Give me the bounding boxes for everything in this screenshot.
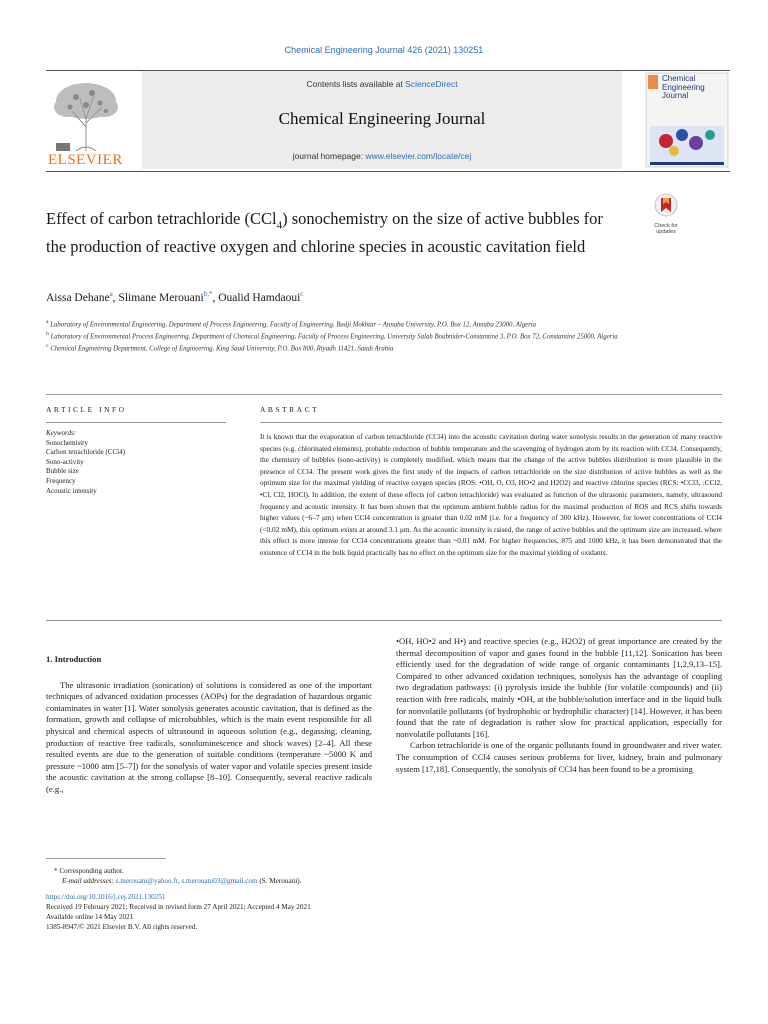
affiliation-text: Laboratory of Environmental Engineering, Department of Process Engineering, Faculty of Engineering, Badji Mokhtar – Annaba University, P.O. Box 12, Annaba 23000, Algeria <box>50 321 537 329</box>
intro-left-column <box>46 654 372 796</box>
author-name: Oualid Hamdaoui <box>218 291 301 304</box>
abstract-text: It is known that the evaporation of carbon tetrachloride (CCl4) into the acoustic cavitation during water sonolysis results in the generation of many reactive species (e.g. chlorinated elements), probable reduction of bubble temperature and the scavenging of hydrogen atom by its reaction with CCl4. Consequently, the chemistry of bubbles (sono-activity) is completely modified, which means that the change of the active bubbles distribution is more plausible in the presence of CCl4. The present work gives the first study of the impacts of carbon tetrachloride on the size distribution of active bubbles as well as the optimum size for the maximal yielding of reactive oxygen species (ROS: •OH, O, O3, HO•2 and H2O2) and reactive chlorine species (RCS: •CCl3, :CCl2, •Cl, Cl2, HOCl). In addition, the extent of these effects (of carbon tetrachloride) was evaluated as function of the ultrasonic parameters, namely, ultrasound frequency and acoustic intensity. It has been shown that the optimum ambient bubble radius for the maximal production of ROS and RCS shifts towards higher values (~6–7 μm) when CCl4 concentration is greater than 0.02 mM (i.e. for a frequency of 300 kHz). However, for lower concentrations of CCl4 (<0.02 mM), this optimum exists at around 3.1 μm. As the acoustic intensity is raised, the range of active bubbles and the optimum size are increased, where this effect is more intense for CCl4 concentrations greater than ~0.01 mM. For higher frequencies, 875 and 1000 kHz, it has been demonstrated that the existence of CCl4 in the bulk liquid practically has no effect on the optimum size for the maximal yielding of oxidants. <box>260 432 722 557</box>
journal-name: Chemical Engineering Journal <box>278 109 486 128</box>
section-divider <box>46 422 226 423</box>
keywords-label: Keywords: <box>46 429 77 437</box>
email-suffix: (S. Merouani). <box>257 877 302 885</box>
cover-title-line: Journal <box>662 91 689 100</box>
doi-link[interactable]: https://doi.org/10.1016/j.cej.2021.130251 <box>46 893 166 901</box>
check-label <box>646 223 686 235</box>
affiliation-text: Laboratory of Environmental Process Engineering, Department of Chemical Engineering, Faculty of Process Engineering, University Salah Boubnider-Constantine 3, P.O. Box 72, Constantine 25000, Algeria <box>50 333 618 341</box>
affiliation-item <box>46 318 636 330</box>
received-line: Received 19 February 2021; Received in revised form 27 April 2021; Accepted 4 May 2021 <box>46 903 311 911</box>
intro-paragraph: The ultrasonic irradiation (sonication) of solutions is considered as one of the important techniques of advanced oxidation processes (AOPs) for the degradation of hazardous organic contaminates in water [1]. Water sonolysis generates acoustic cavitation, that is defined as the formation, growth and collapse of microbubbles, which is the main event responsible for all physical and chemical aspects of ultrasound in aqueous solution (e.g., degassing, cleaning, production of reactive free radicals, sonoluminescence and shock waves) [2–4]. All these resulted events are due to the generation of suitable conditions (temperature ~5000 K and pressure ~1000 atm [5–7]) for the sonolysis of water vapor and volatile species present inside the acoustic cavitation at the strong collapse [8–10]. Consequently, several reactive radicals (e.g., <box>46 679 372 794</box>
email-line <box>46 876 722 886</box>
publisher-name: ELSEVIER <box>48 152 123 168</box>
copyright-line: 1385-8947/© 2021 Elsevier B.V. All rights reserved. <box>46 923 198 931</box>
check-label-line: Check for <box>654 223 678 229</box>
author-list <box>46 290 303 304</box>
author-affiliation-mark[interactable]: b,* <box>203 290 213 298</box>
sciencedirect-link[interactable]: ScienceDirect <box>405 79 458 89</box>
keyword-item: Sonochemistry <box>46 438 88 447</box>
masthead <box>46 70 730 172</box>
intro-paragraph: Carbon tetrachloride is one of the organic pollutants found in groundwater and river water. The consumption of CCl4 causes serious problems for liver, kidney, brain and pulmonary system [17,18]. Consequently, the sonolysis of CCl4 has been found to be a promising <box>396 740 722 774</box>
cover-title-line: Engineering <box>662 82 705 92</box>
contents-prefix: Contents lists available at <box>306 79 406 89</box>
title-part: Effect of carbon tetrachloride (CCl <box>46 209 277 228</box>
section-divider <box>260 422 722 423</box>
affiliation-mark: a <box>46 319 49 325</box>
email-label: E-mail addresses: <box>62 877 116 885</box>
affiliation-list <box>46 318 636 353</box>
doi-line <box>46 892 722 902</box>
email-separator: , <box>177 877 182 885</box>
keyword-item: Sono-activity <box>46 457 84 466</box>
homepage-link[interactable]: www.elsevier.com/locate/cej <box>365 151 472 161</box>
keyword-item: Acoustic intensity <box>46 486 97 495</box>
email-link[interactable]: s.merouani03@gmail.com <box>181 877 258 885</box>
check-label-line: updates <box>656 229 676 235</box>
footnotes <box>46 866 722 932</box>
affiliation-mark: b <box>46 330 49 337</box>
affiliation-text: Chemical Engineering Department, College of Engineering, King Saud University, P.O. Box 800, Riyadh 11421, Saudi Arabia <box>50 344 394 352</box>
asterisk: * <box>54 867 60 875</box>
abstract-heading: ABSTRACT <box>260 405 320 414</box>
email-link[interactable]: s.merouani@yahoo.fr <box>115 877 178 885</box>
keyword-item: Frequency <box>46 476 76 485</box>
cover-title-line: Chemical <box>662 74 696 83</box>
author-affiliation-mark[interactable]: a <box>109 290 113 298</box>
affiliation-item <box>46 342 636 354</box>
keywords-block <box>46 429 226 496</box>
intro-paragraph: •OH, HO•2 and H•) and reactive species (e.g., H2O2) of great importance are created by the thermal decomposition of vapor and gases found in the bubble [11,12]. Sonication has been efficiently used for the degradation of wide range of organic contaminants [1,2,9,13–15]. Compared to other advanced oxidation techniques, sonolysis has the advantage of coupling two degradation pathways: (i) pyrolysis inside the bubble (for volatile compounds) and (ii) reaction with free radicals, mainly •OH, at the bubble/solution interface and in the liquid bulk for nonvolatile pollutants (of hydrophobic or hydrophilic character) [14]. However, it has been found that the rate of degradation is rather slow for practical application, especially for nonvolatile pollutants [16]. <box>396 636 722 739</box>
intro-heading: 1. Introduction <box>46 654 102 664</box>
available-line: Available online 14 May 2021 <box>46 913 134 921</box>
keywords-list <box>46 439 226 497</box>
elsevier-logo <box>46 77 128 169</box>
affiliation-item <box>46 330 636 342</box>
title-subscript: 4 <box>276 219 283 232</box>
homepage-line <box>142 151 622 161</box>
corresponding-text: Corresponding author. <box>59 867 124 875</box>
journal-banner <box>142 71 622 169</box>
journal-reference[interactable]: Chemical Engineering Journal 426 (2021) 130251 <box>284 45 484 55</box>
tree-icon <box>46 77 128 153</box>
author-affiliation-mark[interactable]: c <box>300 290 304 298</box>
bookmark-icon <box>646 192 686 218</box>
homepage-prefix: journal homepage: <box>292 151 366 161</box>
section-divider <box>46 394 722 395</box>
author-name: Slimane Merouani <box>118 291 204 304</box>
cover-title <box>662 75 705 101</box>
article-info-heading: ARTICLE INFO <box>46 405 127 414</box>
author-separator: , <box>112 291 119 304</box>
keyword-item: Carbon tetrachloride (CCl4) <box>46 448 125 457</box>
keyword-item: Bubble size <box>46 467 79 476</box>
title-part: ) sonochemistry on the size of active bubbles for the production of reactive oxygen and chlorine species in acoustic cavitation field <box>46 209 603 257</box>
check-for-updates-badge[interactable] <box>646 192 686 235</box>
contents-line <box>142 79 622 89</box>
footnote-divider <box>46 858 166 859</box>
journal-cover <box>644 71 730 169</box>
section-divider <box>46 620 722 621</box>
article-title <box>46 208 606 258</box>
author-name: Aissa Dehane <box>46 291 110 304</box>
corresponding-note <box>46 866 722 876</box>
affiliation-mark: c <box>46 342 49 349</box>
intro-right-column <box>396 636 722 775</box>
author-separator: , <box>212 291 219 304</box>
